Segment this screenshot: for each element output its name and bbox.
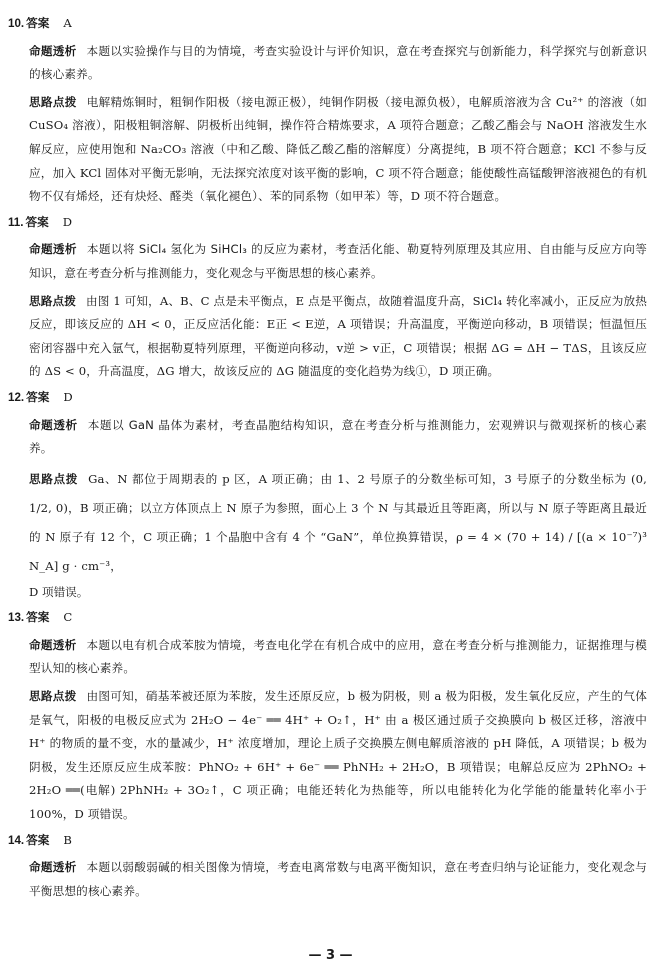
item-header [8, 606, 647, 630]
analysis-label: 命题透析 [29, 242, 77, 257]
analysis-label: 命题透析 [29, 637, 77, 652]
answer-item-13 [8, 606, 647, 826]
answer-item-10 [8, 12, 647, 209]
hint-paragraph [29, 91, 647, 209]
answer-letter: D [62, 214, 72, 229]
item-number: 12. [8, 390, 25, 404]
analysis-label: 命题透析 [29, 417, 78, 432]
item-header [8, 211, 647, 235]
answer-item-12 [8, 386, 647, 604]
hint-paragraph [29, 465, 647, 581]
answer-word: 答案 [26, 610, 50, 625]
item-number: 14. [8, 833, 25, 847]
hint-text: Ga、N 都位于周期表的 p 区，A 项正确；由 1、2 号原子的分数坐标可知，3 号原子的分数坐标为 (0, 1/2, 0)，B 项正确；以立方体顶点上 N 原子为参照，面心上 3 个 N 与其最近且等距离，所以与 N 原子等距离且最近的 N 原子有 12 个，C 项正确；1 个晶胞中含有 4 个 “GaN”，单位换算错误，ρ = 4 × (70 + 14) / [(a × 10⁻⁷)³ N_A] g · cm⁻³， [29, 471, 647, 573]
hint-paragraph [29, 290, 647, 384]
analysis-paragraph [29, 634, 647, 681]
hint-label: 思路点拨 [29, 471, 79, 486]
answer-letter: D [63, 389, 73, 404]
analysis-label: 命题透析 [29, 43, 77, 58]
hint-label: 思路点拨 [29, 94, 77, 109]
analysis-text: 本题以电有机合成苯胺为情境，考查电化学在有机合成中的应用，意在考查分析与推测能力，证据推理与模型认知的核心素养。 [29, 637, 647, 676]
hint-label: 思路点拨 [29, 293, 76, 308]
answer-item-14 [8, 829, 647, 904]
answer-word: 答案 [26, 832, 50, 847]
analysis-paragraph [29, 238, 647, 285]
item-header [8, 829, 647, 853]
item-number: 13. [8, 611, 25, 625]
answer-word: 答案 [25, 214, 49, 229]
analysis-paragraph [29, 856, 647, 903]
analysis-paragraph [29, 414, 647, 461]
item-number: 11. [8, 215, 24, 229]
answer-letter: A [63, 16, 72, 30]
item-header [8, 12, 647, 36]
answer-letter: C [63, 610, 73, 625]
hint-text: 由图 1 可知，A、B、C 点是未平衡点，E 点是平衡点，故随着温度升高，SiCl₄ 转化率减小，正反应为放热反应，即该反应的 ΔH < 0，正反应活化能：E正 < E逆，A 项错误；升高温度，平衡逆向移动，B 项错误；恒温恒压密闭容器中充入氩气，根据勒夏特列原理，平衡逆向移动，v逆 > v正，C 项错误；根据 ΔG = ΔH − TΔS，且该反应的 ΔS < 0，升高温度，ΔG 增大，故该反应的 ΔG 随温度的变化趋势为线①，D 项正确。 [29, 293, 647, 379]
analysis-label: 命题透析 [29, 860, 77, 875]
answer-letter: B [63, 832, 72, 847]
hint-label: 思路点拨 [29, 689, 77, 704]
analysis-paragraph [29, 40, 647, 87]
hint-text: 由图可知，硝基苯被还原为苯胺，发生还原反应，b 极为阴极，则 a 极为阳极，发生氧化反应，产生的气体是氧气，阳极的电极反应式为 2H₂O − 4e⁻ ══ 4H⁺ + O₂↑，H⁺ 由 a 极区通过质子交换膜向 b 极区迁移，溶液中 H⁺ 的物质的量不变，水的量减少，H⁺ 浓度增加，理论上质子交换膜左侧电解质溶液的 pH 降低，A 项错误；b 极为阴极，发生还原反应生成苯胺：PhNO₂ + 6H⁺ + 6e⁻ ══ PhNH₂ + 2H₂O，B 项错误；电解总反应为 2PhNO₂ + 2H₂O ══(电解) 2PhNH₂ + 3O₂↑，C 项正确；电能还转化为热能等，所以电能转化为化学能的能量转化率小于 100%，D 项错误。 [29, 689, 647, 822]
answer-item-11 [8, 211, 647, 384]
analysis-text: 本题以弱酸弱碱的相关图像为情境，考查电离常数与电离平衡知识，意在考查归纳与论证能力，变化观念与平衡思想的核心素养。 [29, 860, 647, 898]
hint-paragraph [29, 685, 647, 827]
page-number: — 3 — [308, 948, 353, 964]
analysis-text: 本题以实验操作与目的为情境，考查实验设计与评价知识，意在考查探究与创新能力，科学探究与创新意识的核心素养。 [29, 43, 647, 82]
answer-word: 答案 [26, 389, 50, 404]
analysis-text: 本题以 GaN 晶体为素材，考查晶胞结构知识，意在考查分析与推测能力，宏观辨识与微观探析的核心素养。 [29, 417, 647, 456]
item-header [8, 386, 647, 410]
item-number: 10. [8, 17, 25, 30]
hint-continuation: D 项错误。 [29, 584, 89, 599]
analysis-text: 本题以将 SiCl₄ 氢化为 SiHCl₃ 的反应为素材，考查活化能、勒夏特列原理及其应用、自由能与反应方向等知识，意在考查分析与推测能力，变化观念与平衡思想的核心素养。 [29, 242, 647, 280]
answer-word: 答案 [26, 16, 50, 30]
hint-text: 电解精炼铜时，粗铜作阳极（接电源正极），纯铜作阴极（接电源负极），电解质溶液为含 Cu²⁺ 的溶液（如 CuSO₄ 溶液），阳极粗铜溶解、阴极析出纯铜，操作符合精炼要求，A 项符合题意；乙酸乙酯会与 NaOH 溶液发生水解反应，应使用饱和 Na₂CO₃ 溶液（中和乙酸、降低乙酸乙酯的溶解度）分离提纯，B 项不符合题意；KCl 不参与反应，加入 KCl 固体对平衡无影响，无法探究浓度对该平衡的影响，C 项不符合题意；能使酸性高锰酸钾溶液褪色的有机物不仅有烯烃，还有炔烃、醛类（氧化褪色）、苯的同系物（如甲苯）等，D 项不符合题意。 [29, 94, 647, 204]
